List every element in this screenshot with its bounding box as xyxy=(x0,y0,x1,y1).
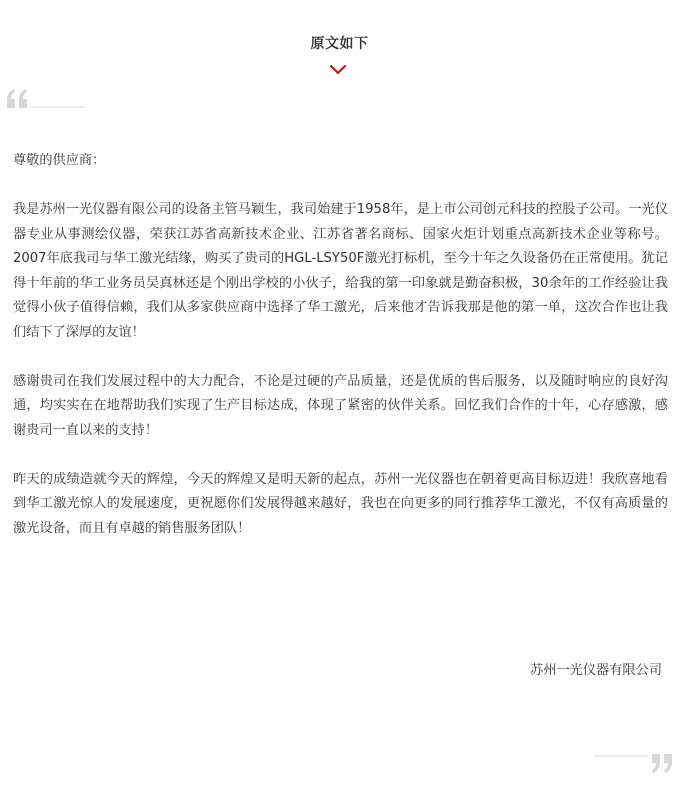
letter-body xyxy=(13,149,668,566)
chevron-down-icon xyxy=(329,64,347,76)
letter-signature: 苏州一光仪器有限公司 xyxy=(530,663,662,678)
letter-paragraph: 昨天的成绩造就今天的辉煌，今天的辉煌又是明天新的起点，苏州一光仪器也在朝着更高目标迈进！我欣喜地看到华工激光惊人的发展速度，更祝愿你们发展得越来越好，我也在向更多的同行推荐华工激光，不仅有高质量的激光设备，而且有卓越的销售服务团队！ xyxy=(13,471,668,536)
page-title: 原文如下 xyxy=(310,36,369,52)
letter-greeting: 尊敬的供应商： xyxy=(13,153,106,168)
close-quote-icon xyxy=(592,750,674,776)
letter-paragraph: 感谢贵司在我们发展过程中的大力配合，不论是过硬的产品质量，还是优质的售后服务，以及随时响应的良好沟通，均实实在在地帮助我们实现了生产目标达成，体现了紧密的伙伴关系。回忆我们合作的十年，心存感激，感谢贵司一直以来的支持！ xyxy=(13,373,668,438)
open-quote-icon xyxy=(5,86,87,110)
letter-paragraph: 我是苏州一光仪器有限公司的设备主管马颖生，我司始建于1958年，是上市公司创元科技的控股子公司。一光仪器专业从事测绘仪器，荣获江苏省高新技术企业、江苏省著名商标、国家火炬计划重点高新技术企业等称号。2007年底我司与华工激光结缘，购买了贵司的HGL-LSY50F激光打标机，至今十年之久设备仍在正常使用。犹记得十年前的华工业务员吴真林还是个刚出学校的小伙子，给我的第一印象就是勤奋积极，30余年的工作经验让我觉得小伙子值得信赖，我们从多家供应商中选择了华工激光，后来他才告诉我那是他的第一单，这次合作也让我们结下了深厚的友谊！ xyxy=(13,202,668,340)
